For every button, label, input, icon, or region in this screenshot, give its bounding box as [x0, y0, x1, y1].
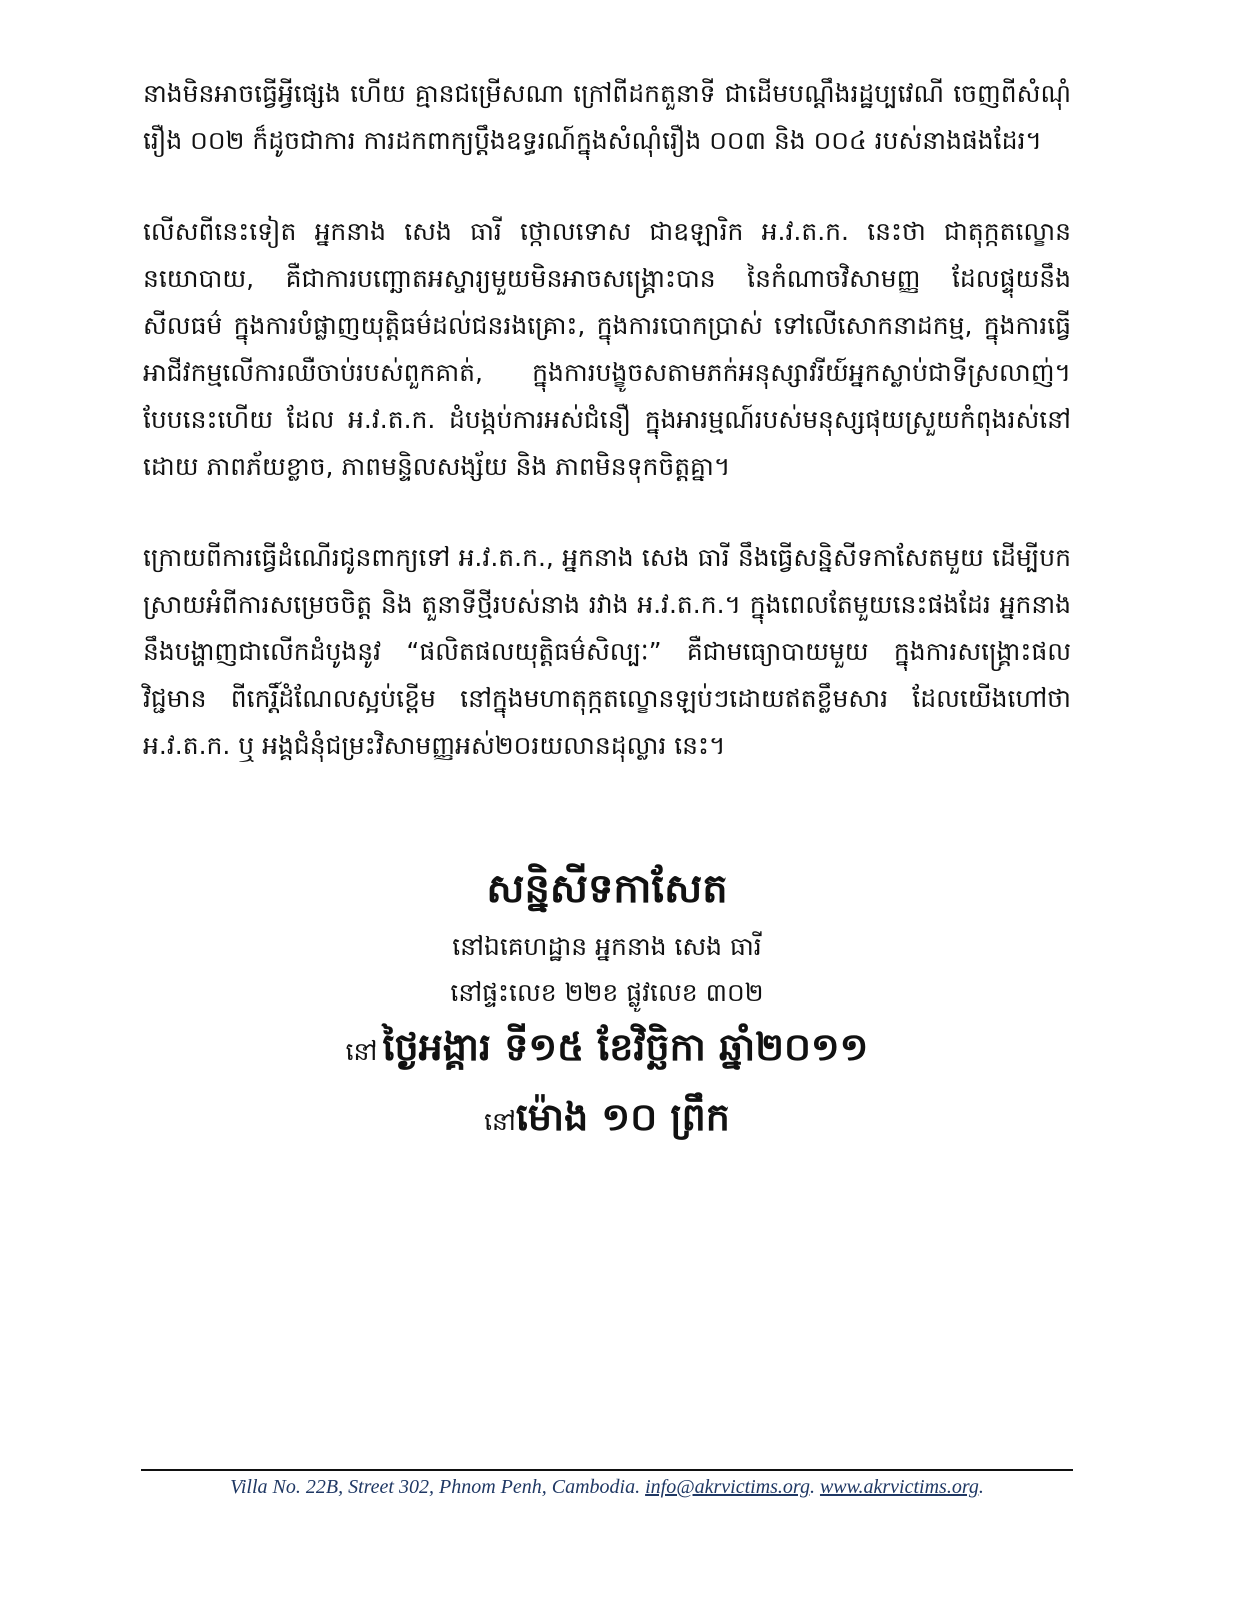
notice-title: សន្និសីទកាសែត	[486, 866, 728, 912]
footer-website-link[interactable]: www.akrvictims.org	[819, 1476, 979, 1498]
document-body	[143, 70, 1071, 813]
notice-address: នៅផ្ទះលេខ ២២ខ ផ្លូវលេខ ៣០២	[450, 978, 764, 1007]
footer-separator: .	[809, 1476, 815, 1498]
footer-address: Villa No. 22B, Street 302, Phnom Penh, Cambodia.	[230, 1476, 641, 1498]
paragraph-1: នាងមិនអាចធ្វើអ្វីផ្សេង ហើយ គ្មានជម្រើសណា ក្រៅពីដកតួនាទី ជាដើមបណ្ដឹងរដ្ឋប្បវេណី ចេញពីសំណុំរឿង ០០២ ក៏ដូចជាការ ការដកពាក្យប្ដឹងឧទ្ធរណ៍ក្នុងសំណុំរឿង ០០៣ និង ០០៤ របស់នាងផងដែរ។	[143, 79, 1071, 155]
notice-venue: នៅឯគេហដ្ឋាន អ្នកនាង សេង ធារី	[452, 932, 762, 961]
notice-time-prefix: នៅ	[484, 1107, 516, 1136]
paragraph-3: ក្រោយពីការធ្វើដំណើរជូនពាក្យទៅ អ.វ.ត.ក., អ្នកនាង សេង ធារី នឹងធ្វើសន្និសីទកាសែតមួយ ដើម្បីបកស្រាយអំពីការសម្រេចចិត្ត និង តួនាទីថ្មីរបស់នាង រវាង អ.វ.ត.ក.។ ក្នុងពេលតែមួយនេះផងដែរ អ្នកនាង នឹងបង្ហាញជាលើកដំបូងនូវ “ផលិតផលយុត្តិធម៌សិល្បៈ” គឺជាមធ្យោបាយមួយ ក្នុងការសង្គ្រោះផលវិជ្ជមាន ពីកេរ្តិ៍ដំណែលស្អប់ខ្ពើម នៅក្នុងមហាតុក្កតល្ខោនឡប់ៗដោយឥតខ្លឹមសារ ដែលយើងហៅថា អ.វ.ត.ក. ឬ អង្គជំនុំជម្រះវិសាមញ្ញអស់២០រយលានដុល្លារ នេះ។	[143, 543, 1071, 760]
press-conference-notice	[143, 860, 1071, 1156]
footer-end: .	[978, 1476, 984, 1498]
footer-email-link[interactable]: info@akrvictims.org	[645, 1476, 810, 1498]
footer-divider	[141, 1469, 1073, 1471]
notice-date-line	[143, 1016, 1071, 1086]
paragraph-2: លើសពីនេះទៀត អ្នកនាង សេង ធារី ថ្កោលទោស ជាឧឡារិក អ.វ.ត.ក. នេះថា ជាតុក្កតល្ខោននយោបាយ, គឺជាការបញ្ឆោតអស្ចារ្យមួយមិនអាចសង្គ្រោះបាន នៃកំណាចវិសាមញ្ញ ដែលផ្ទុយនឹងសីលធម៌ ក្នុងការបំផ្លាញយុត្តិធម៌ដល់ជនរងគ្រោះ, ក្នុងការបោកប្រាស់ ទៅលើសោកនាដកម្ម, ក្នុងការធ្វើអាជីវកម្មលើការឈឺចាប់របស់ពួកគាត់, ក្នុងការបង្ខូចសតាមភក់អនុស្សាវរីយ៍អ្នកស្លាប់ជាទីស្រលាញ់។ បែបនេះហើយ ដែល អ.វ.ត.ក. ដំបង្កប់ការអស់ជំនឿ ក្នុងអារម្មណ៍របស់មនុស្សផុយស្រួយកំពុងរស់នៅដោយ ភាពភ័យខ្លាច, ភាពមន្ទិលសង្ស័យ និង ភាពមិនទុកចិត្តគ្នា។	[143, 217, 1071, 481]
page-footer	[141, 1472, 1073, 1502]
notice-date: ថ្ងៃអង្គារ ទី១៥ ខែវិច្ឆិកា ឆ្នាំ២០១១	[382, 1025, 869, 1069]
notice-time: ម៉ោង ១០ ព្រឹក	[515, 1095, 730, 1139]
notice-time-line	[143, 1086, 1071, 1156]
notice-date-prefix: នៅ	[345, 1037, 378, 1066]
